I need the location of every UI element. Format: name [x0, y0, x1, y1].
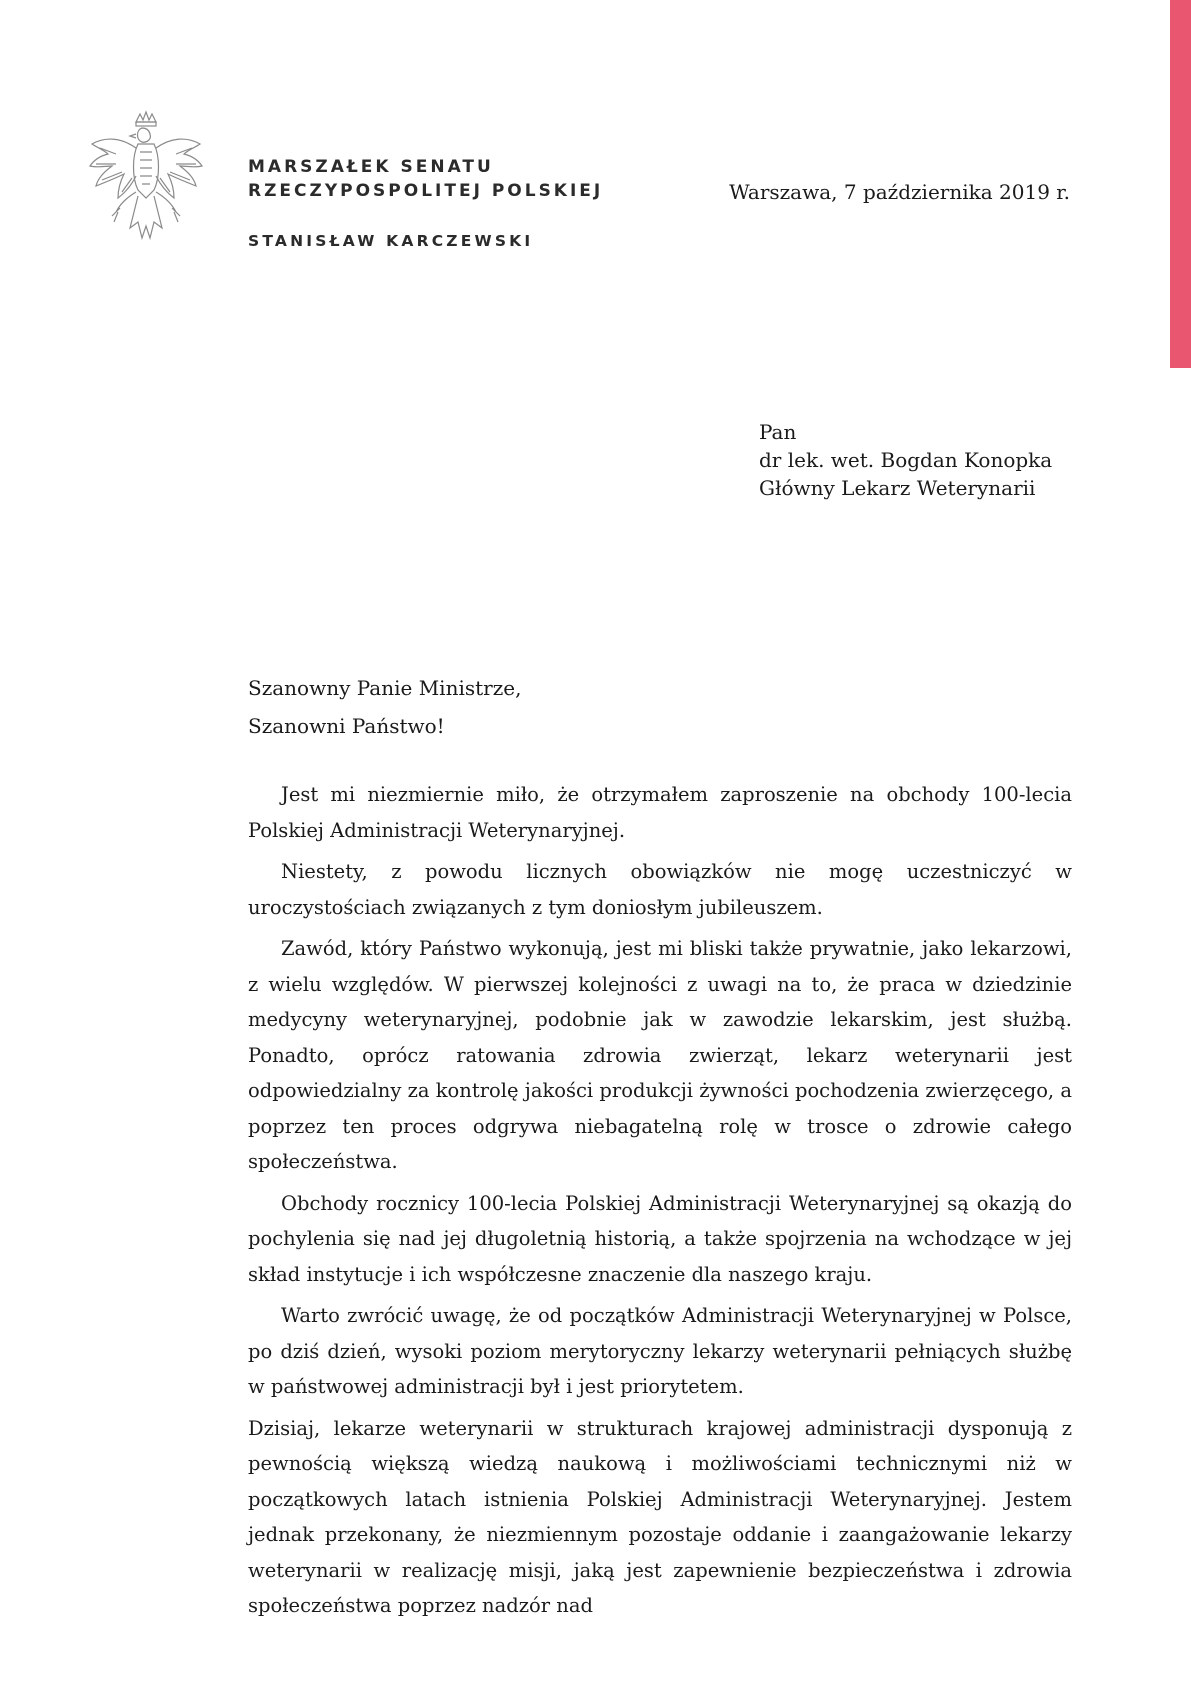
letterhead-name: STANISŁAW KARCZEWSKI — [248, 232, 534, 250]
recipient-line-2: dr lek. wet. Bogdan Konopka — [759, 448, 1053, 472]
recipient-line-1: Pan — [759, 420, 797, 444]
page-edge-strip — [1170, 0, 1191, 368]
body-paragraph-1: Jest mi niezmiernie miło, że otrzymałem zaproszenie na obchody 100-lecia Polskiej Administracji Weterynaryjnej. — [248, 783, 1072, 842]
salutation-line-2: Szanowni Państwo! — [248, 714, 445, 738]
letter-date: Warszawa, 7 października 2019 r. — [729, 180, 1070, 204]
recipient-line-3: Główny Lekarz Weterynarii — [759, 476, 1036, 500]
letter-body — [248, 777, 1072, 1630]
body-paragraph-2: Niestety, z powodu licznych obowiązków nie mogę uczestniczyć w uroczystościach związanych z tym doniosłym jubileuszem. — [248, 860, 1072, 919]
letterhead-title-line1: MARSZAŁEK SENATU — [248, 157, 494, 177]
body-paragraph-3: Zawód, który Państwo wykonują, jest mi bliski także prywatnie, jako lekarzowi, z wielu względów. W pierwszej kolejności z uwagi na to, że praca w dziedzinie medycyny weterynaryjnej, podobnie jak w zawodzie lekarskim, jest służbą. Ponadto, oprócz ratowania zdrowia zwierząt, lekarz weterynarii jest odpowiedzialny za kontrolę jakości produkcji żywności pochodzenia zwierzęcego, a poprzez ten proces odgrywa niebagatelną rolę w trosce o zdrowie całego społeczeństwa. — [248, 937, 1072, 1173]
polish-eagle-emblem-icon — [86, 108, 206, 252]
recipient-block — [759, 418, 1052, 502]
letterhead-title-line2: RZECZYPOSPOLITEJ POLSKIEJ — [248, 181, 604, 201]
body-paragraph-5: Warto zwrócić uwagę, że od początków Administracji Weterynaryjnej w Polsce, po dziś dzień, wysoki poziom merytoryczny lekarzy weterynarii pełniących służbę w państwowej administracji był i jest priorytetem. — [248, 1304, 1072, 1398]
salutation-line-1: Szanowny Panie Ministrze, — [248, 676, 522, 700]
salutation-block — [248, 669, 521, 745]
body-paragraph-4: Obchody rocznicy 100-lecia Polskiej Administracji Weterynaryjnej są okazją do pochylenia się nad jej długoletnią historią, a także spojrzenia na wchodzące w jej skład instytucje i ich współczesne znaczenie dla naszego kraju. — [248, 1191, 1072, 1286]
body-paragraph-6: Dzisiaj, lekarze weterynarii w strukturach krajowej administracji dysponują z pewnością większą wiedzą naukową i możliwościami technicznymi niż w początkowych latach istnienia Polskiej Administracji Weterynaryjnej. Jestem jednak przekonany, że niezmiennym pozostaje oddanie i zaangażowanie lekarzy weterynarii w realizację misji, jaką jest zapewnienie bezpieczeństwa i zdrowia społeczeństwa poprzez nadzór nad — [248, 1416, 1072, 1617]
